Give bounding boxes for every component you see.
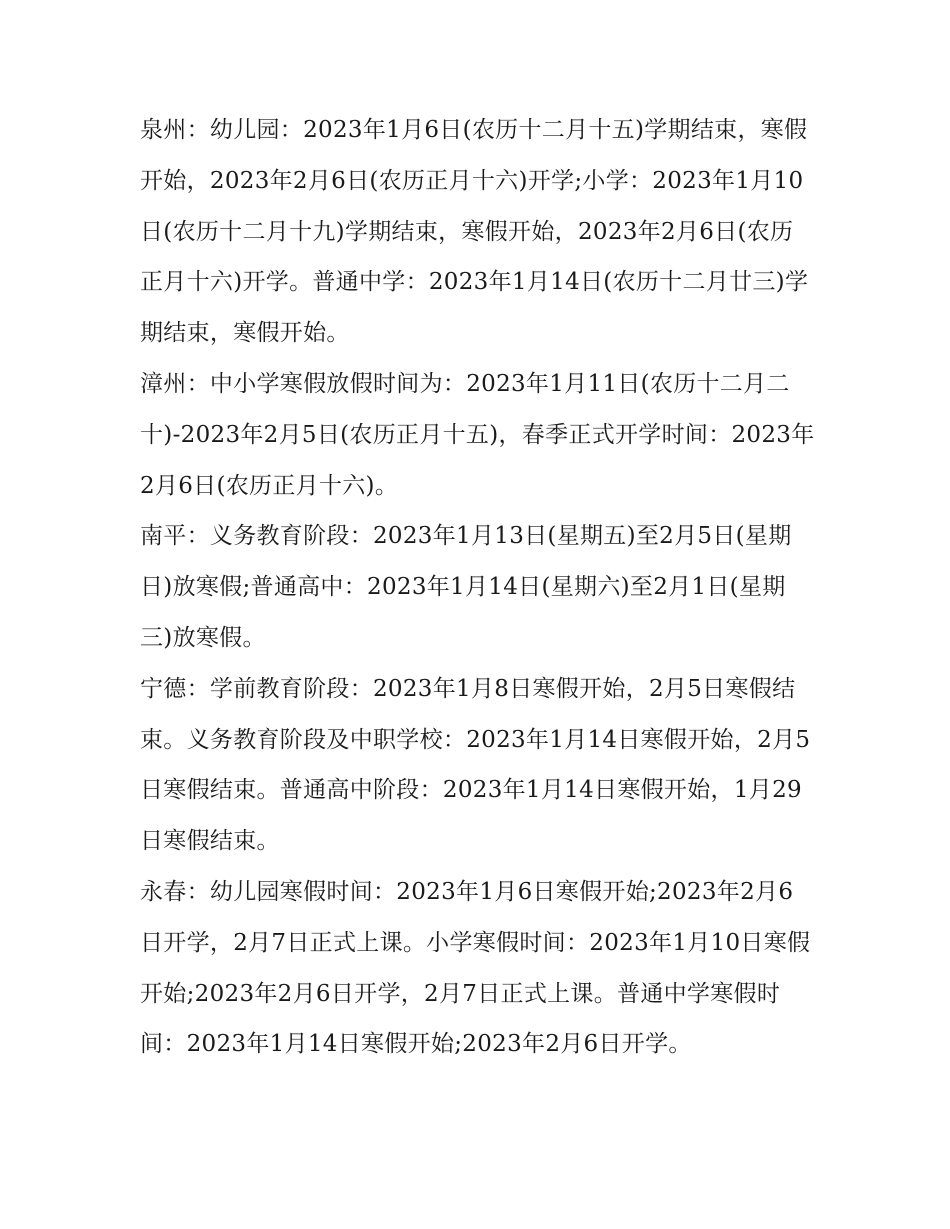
- document-body: [140, 105, 815, 1070]
- paragraph-zhangzhou: 漳州：中小学寒假放假时间为：2023年1月11日(农历十二月二十)-2023年2月5日(农历正月十五)，春季正式开学时间：2023年2月6日(农历正月十六)。: [140, 370, 815, 499]
- paragraph-nanping: 南平：义务教育阶段：2023年1月13日(星期五)至2月5日(星期日)放寒假;普通高中：2023年1月14日(星期六)至2月1日(星期三)放寒假。: [140, 523, 792, 651]
- paragraph-quanzhou: 泉州：幼儿园：2023年1月6日(农历十二月十五)学期结束，寒假开始，2023年2月6日(农历正月十六)开学;小学：2023年1月10日(农历十二月十九)学期结束，寒假开始，2023年2月6日(农历正月十六)开学。普通中学：2023年1月14日(农历十二月廿三)学期结束，寒假开始。: [140, 117, 809, 347]
- paragraph-ningde: 宁德：学前教育阶段：2023年1月8日寒假开始，2月5日寒假结束。义务教育阶段及中职学校：2023年1月14日寒假开始，2月5日寒假结束。普通高中阶段：2023年1月14日寒假开始，1月29日寒假结束。: [140, 675, 811, 855]
- paragraph-yongchun: 永春：幼儿园寒假时间：2023年1月6日寒假开始;2023年2月6日开学，2月7日正式上课。小学寒假时间：2023年1月10日寒假开始;2023年2月6日开学，2月7日正式上课。普通中学寒假时间：2023年1月14日寒假开始;2023年2月6日开学。: [140, 878, 811, 1058]
